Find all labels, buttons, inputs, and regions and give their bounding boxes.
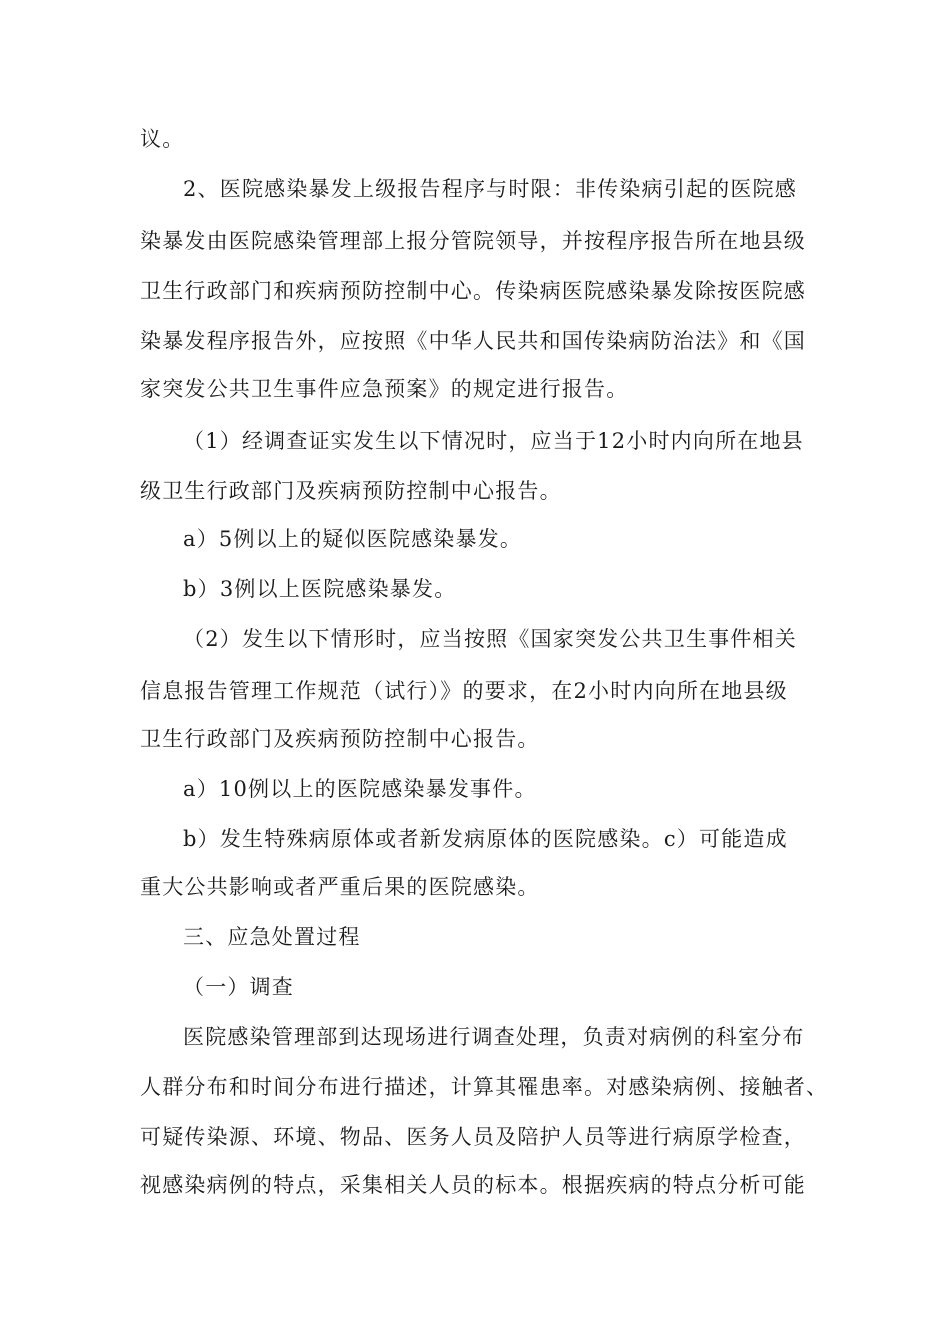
text-line: 议。	[140, 127, 185, 151]
text-line: a）10例以上的医院感染暴发事件。	[183, 777, 537, 801]
text-line: 级卫生行政部门及疾病预防控制中心报告。	[140, 479, 562, 503]
text-line: 卫生行政部门及疾病预防控制中心报告。	[140, 727, 540, 751]
text-line: 可疑传染源、环境、物品、医务人员及陪护人员等进行病原学检查，	[140, 1125, 806, 1149]
text-line: （2）发生以下情形时，应当按照《国家突发公共卫生事件相关	[183, 627, 797, 651]
text-line: 信息报告管理工作规范（试行）》的要求，在2小时内向所在地县级	[140, 679, 788, 703]
text-line: 卫生行政部门和疾病预防控制中心。传染病医院感染暴发除按医院感	[140, 279, 806, 303]
text-line: 视感染病例的特点，采集相关人员的标本。根据疾病的特点分析可能	[140, 1173, 806, 1197]
text-line: b）3例以上医院感染暴发。	[183, 577, 457, 601]
text-line: a）5例以上的疑似医院感染暴发。	[183, 527, 523, 551]
text-line: 重大公共影响或者严重后果的医院感染。	[140, 875, 540, 899]
section-heading: 三、应急处置过程	[183, 925, 361, 949]
text-line: 染暴发程序报告外，应按照《中华人民共和国传染病防治法》和《国	[140, 329, 806, 353]
text-line: 人群分布和时间分布进行描述，计算其罹患率。对感染病例、接触者、	[140, 1075, 829, 1099]
subsection-heading: （一）调查	[183, 975, 294, 999]
text-line: 家突发公共卫生事件应急预案》的规定进行报告。	[140, 377, 629, 401]
text-line: 医院感染管理部到达现场进行调查处理，负责对病例的科室分布	[183, 1025, 805, 1049]
text-line: 2、医院感染暴发上级报告程序与时限：非传染病引起的医院感	[183, 177, 797, 201]
text-line: b）发生特殊病原体或者新发病原体的医院感染。c）可能造成	[183, 827, 788, 851]
text-line: （1）经调查证实发生以下情况时，应当于12小时内向所在地县	[183, 429, 804, 453]
text-line: 染暴发由医院感染管理部上报分管院领导，并按程序报告所在地县级	[140, 229, 806, 253]
